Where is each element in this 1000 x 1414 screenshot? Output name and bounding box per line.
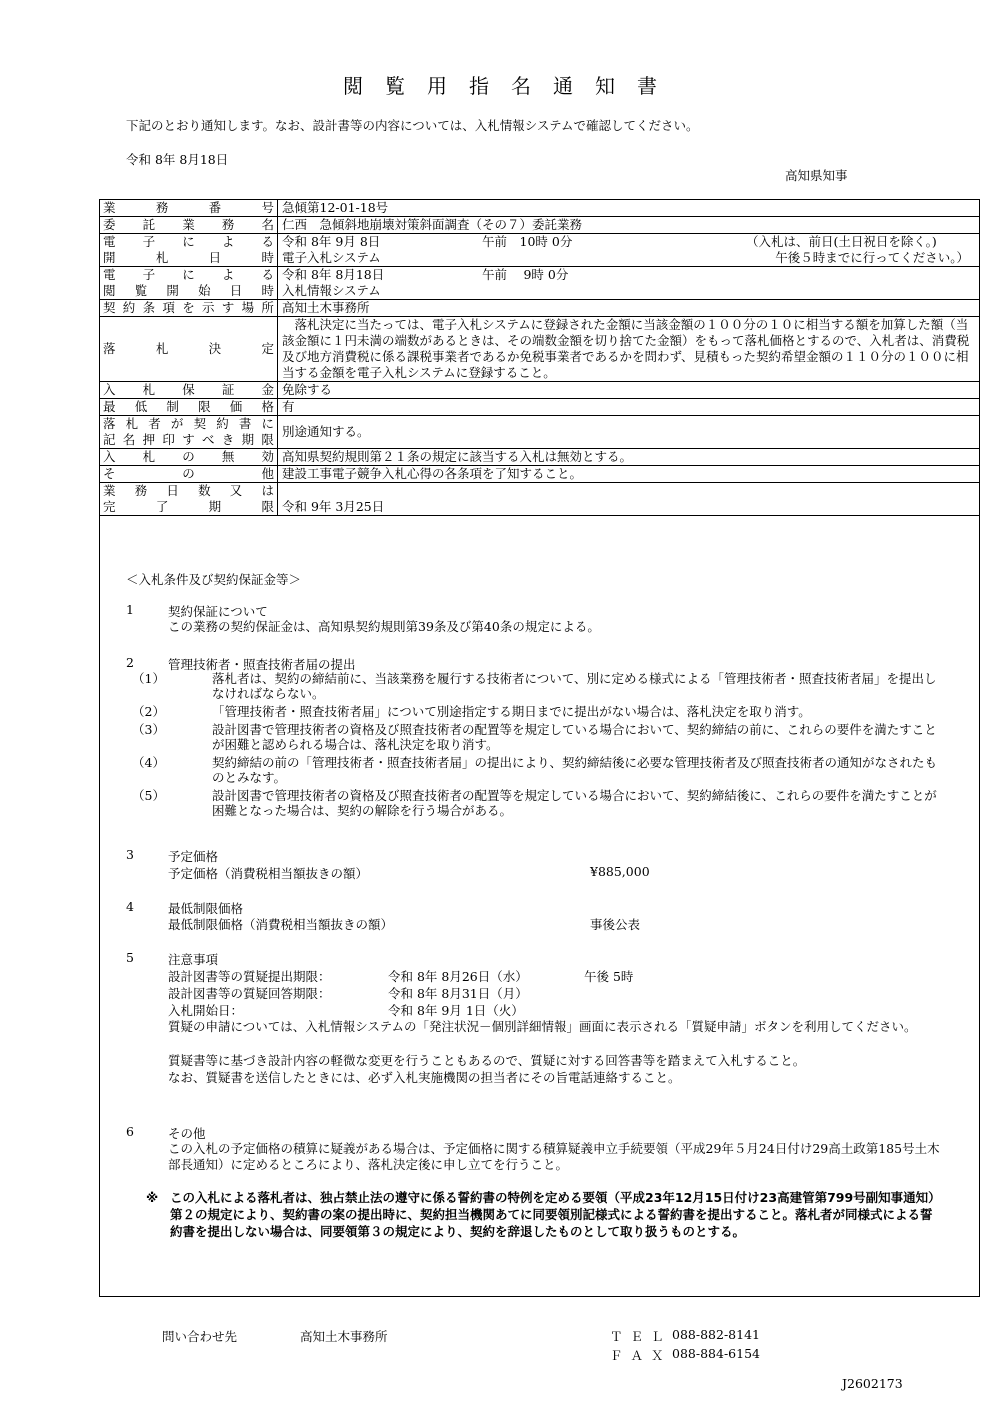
section-number: 5	[126, 950, 134, 965]
label-opening-2: 開 札 日 時	[103, 250, 274, 265]
tel-label: ＴＥＬ	[610, 1329, 672, 1344]
table-row	[100, 317, 980, 382]
info-table	[99, 199, 980, 516]
contract-place: 高知土木事務所	[278, 300, 980, 317]
document-id: J2602173	[842, 1376, 903, 1391]
notes-paragraph: 質疑書等に基づき設計内容の軽微な変更を行うこともあるので、質疑に対する回答書等を踏まえて入札すること。	[168, 1053, 806, 1068]
conditions-heading: ＜入札条件及び契約保証金等＞	[126, 572, 302, 587]
question-deadline-label: 設計図書等の質疑提出期限：	[168, 969, 331, 984]
answer-deadline-date: 令和 8年 8月31日（月）	[388, 986, 528, 1001]
min-price-disclosure: 事後公表	[590, 917, 641, 932]
table-row	[100, 267, 980, 300]
fax-number: 088-884-6154	[672, 1346, 760, 1361]
section-number: 4	[126, 899, 134, 914]
list-item: （2） 「管理技術者・照査技術者届」について別途指定する期日までに提出がない場合は、落札決定を取り消す。	[132, 704, 811, 719]
viewing-system: 入札情報システム	[282, 283, 381, 298]
section-number: 3	[126, 847, 134, 862]
award-text: 落札決定に当たっては、電子入札システムに登録された金額に当該金額の１００分の１０に相当する額を加算した額（当該金額に１円未満の端数があるときは、その端数金額を切り捨てた金額）をもって落札価格とするので、入札者は、消費税及び地方消費税に係る課税事業者であるか免税事業者であるかを問わず、見積もった契約希望金額の１１０分の１００に相当する金額を電子入札システムに登録すること。	[282, 317, 970, 380]
sign-deadline-value: 別途通知する。	[278, 416, 980, 449]
notice-text: この入札による落札者は、独占禁止法の遵守に係る誓約書の特例を定める要領（平成23年12月15日付け23高建管第799号副知事通知）第２の規定により、契約書の案の提出時に、契約担当機関あてに同要領別記様式による誓約書を提出すること。落札者が同様式による誓約書を提出しない場合は、同要領第３の規定により、契約を辞退したものとして取り扱うものとする。	[170, 1190, 935, 1239]
label-period-1: 業 務 日 数 又 は	[103, 483, 274, 498]
table-row	[100, 234, 980, 267]
label-period-2: 完 了 期 限	[103, 499, 274, 514]
label-business-no: 業 務 番 号	[103, 200, 274, 215]
bid-start-date: 令和 8年 9月 1日（火）	[388, 1003, 524, 1018]
label-viewing-1: 電 子 に よ る	[103, 267, 274, 282]
notes-paragraph: なお、質疑書を送信したときには、必ず入札実施機関の担当者にその旨電話連絡すること。	[168, 1070, 681, 1085]
label-award: 落 札 決 定	[103, 341, 274, 356]
label-sign-2: 記 名 押 印 す べ き 期 限	[103, 432, 274, 447]
label-invalid: 入 札 の 無 効	[103, 449, 274, 464]
bond-value: 免除する	[278, 382, 980, 399]
opening-date: 令和 8年 9月 8日	[282, 234, 381, 249]
list-item: （3） 設計図書で管理技術者の資格及び照査技術者の配置等を規定している場合において、契約締結の前に、これらの要件を満たすことが困難と認められる場合は、落札決定を取り消す。	[132, 722, 937, 752]
section-title: 予定価格	[168, 849, 219, 864]
contract-name: 仁西 急傾斜地崩壊対策斜面調査（その７）委託業務	[278, 217, 980, 234]
bid-start-label: 入札開始日：	[168, 1003, 244, 1018]
list-item: （1） 落札者は、契約の締結前に、当該業務を履行する技術者について、別に定める様式による「管理技術者・照査技術者届」を提出しなければならない。	[132, 671, 937, 701]
section-number: 1	[126, 602, 134, 617]
opening-note-2: 午後５時までに行ってください。）	[775, 250, 969, 265]
planned-price-label: 予定価格（消費税相当額抜きの額）	[168, 866, 369, 881]
section-body: この入札の予定価格の積算に疑義がある場合は、予定価格に関する積算疑義申立手続要領（平成29年５月24日付け29高土政第185号土木部長通知）に定めるところにより、落札決定後に申し立てを行うこと。	[168, 1141, 940, 1172]
business-no: 急傾第12-01-18号	[278, 200, 980, 217]
tel-number: 088-882-8141	[672, 1327, 760, 1342]
label-min-price: 最 低 制 限 価 格	[103, 399, 274, 414]
notice-mark: ※	[146, 1190, 159, 1205]
answer-deadline-label: 設計図書等の質疑回答期限：	[168, 986, 331, 1001]
fax-label: ＦＡＸ	[610, 1348, 672, 1363]
item-list	[132, 671, 942, 818]
list-item: （5） 設計図書で管理技術者の資格及び照査技術者の配置等を規定している場合において、契約締結後に、これらの要件を満たすことが困難となった場合は、契約の解除を行う場合がある。	[132, 788, 937, 818]
viewing-date: 令和 8年 8月18日	[282, 267, 385, 282]
viewing-time: 午前 9時 0分	[482, 267, 569, 282]
antitrust-notice	[146, 1189, 936, 1240]
section-title: その他	[168, 1126, 206, 1141]
label-opening-1: 電 子 に よ る	[103, 234, 274, 249]
planned-price-value: ¥885,000	[590, 864, 650, 879]
table-row	[100, 399, 980, 416]
table-row	[100, 382, 980, 399]
section-title: 契約保証について	[168, 604, 268, 619]
period-value: 令和 9年 3月25日	[278, 483, 980, 516]
label-bond: 入 札 保 証 金	[103, 382, 274, 397]
intro-text: 下記のとおり通知します。なお、設計書等の内容については、入札情報システムで確認してください。	[126, 118, 699, 133]
table-row	[100, 217, 980, 234]
table-row	[100, 466, 980, 483]
label-viewing-2: 閲 覧 開 始 日 時	[103, 283, 274, 298]
page-title: 閲覧用指名通知書	[343, 74, 679, 98]
table-row	[100, 449, 980, 466]
table-row	[100, 300, 980, 317]
issue-date: 令和 8年 8月18日	[126, 152, 229, 167]
list-item: （4） 契約締結の前の「管理技術者・照査技術者届」の提出により、契約締結後に必要な管理技術者及び照査技術者の通知がなされたものとみなす。	[132, 755, 938, 785]
section-number: 6	[126, 1124, 134, 1139]
other-value: 建設工事電子競争入札心得の各条項を了知すること。	[278, 466, 980, 483]
label-sign-1: 落 札 者 が 契 約 書 に	[103, 416, 274, 431]
section-title: 注意事項	[168, 952, 219, 967]
table-row	[100, 416, 980, 449]
question-deadline-time: 午後 5時	[584, 969, 634, 984]
section-number: 2	[126, 655, 134, 670]
section-title: 管理技術者・照査技術者届の提出	[168, 657, 356, 672]
min-price-value: 有	[278, 399, 980, 416]
notes-paragraph: 質疑の申請については、入札情報システムの「発注状況－個別詳細情報」画面に表示される「質疑申請」ボタンを利用してください。	[168, 1019, 917, 1034]
invalid-value: 高知県契約規則第２１条の規定に該当する入札は無効とする。	[278, 449, 980, 466]
section-body: この業務の契約保証金は、高知県契約規則第39条及び第40条の規定による。	[168, 619, 600, 634]
opening-note-1: （入札は、前日(土日祝日を除く。)	[746, 234, 937, 249]
issuer: 高知県知事	[785, 168, 848, 183]
question-deadline-date: 令和 8年 8月26日（水）	[388, 969, 528, 984]
section-title: 最低制限価格	[168, 901, 244, 916]
table-row	[100, 200, 980, 217]
min-price-label: 最低制限価格（消費税相当額抜きの額）	[168, 917, 394, 932]
contact-office: 高知土木事務所	[300, 1329, 388, 1344]
label-other: そ の 他	[103, 466, 274, 481]
opening-system: 電子入札システム	[282, 250, 381, 265]
table-row	[100, 483, 980, 516]
contact-label: 問い合わせ先	[162, 1329, 238, 1344]
label-contract-name: 委 託 業 務 名	[103, 217, 274, 232]
label-place: 契 約 条 項 を 示 す 場 所	[103, 300, 274, 315]
opening-time: 午前 10時 0分	[482, 234, 573, 249]
